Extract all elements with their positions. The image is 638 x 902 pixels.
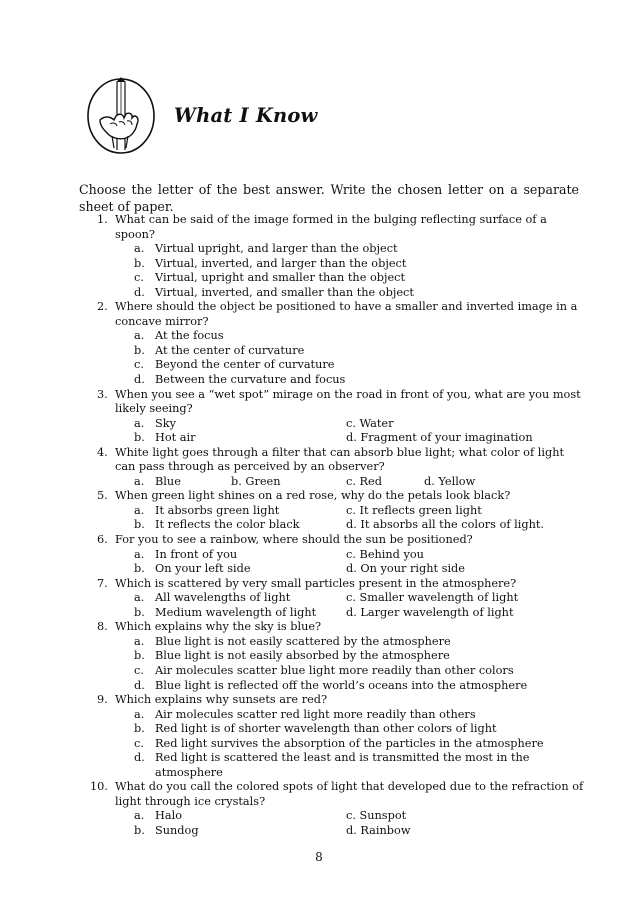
option-letter: a. bbox=[134, 547, 145, 561]
option-text: Virtual, inverted, and smaller than the object bbox=[155, 285, 414, 299]
option bbox=[346, 518, 558, 533]
instructions: Choose the letter of the best answer. Write the chosen letter on a separate sheet of paper. bbox=[79, 182, 579, 214]
option-text: Yellow bbox=[438, 474, 476, 488]
option bbox=[346, 824, 558, 839]
option bbox=[134, 824, 346, 839]
option-row bbox=[134, 591, 587, 606]
option-text: Hot air bbox=[155, 431, 196, 445]
question bbox=[97, 533, 587, 548]
option bbox=[424, 475, 475, 490]
option-letter: c. bbox=[346, 416, 356, 430]
option-letter: b. bbox=[134, 649, 145, 663]
question-number: 7. bbox=[97, 576, 108, 590]
option bbox=[134, 242, 587, 257]
option-text: Fragment of your imagination bbox=[360, 431, 533, 445]
option-text: Red bbox=[359, 474, 382, 488]
hand-with-pencil-icon bbox=[86, 76, 156, 156]
option bbox=[346, 431, 558, 446]
question-text: Where should the object be positioned to have a smaller and inverted image in a concave mirror? bbox=[115, 300, 578, 328]
question-text: Which explains why the sky is blue? bbox=[115, 620, 322, 634]
option-text: Sky bbox=[155, 416, 176, 430]
question-number: 10. bbox=[90, 780, 108, 794]
option bbox=[134, 751, 587, 780]
option bbox=[134, 664, 587, 679]
option-letter: c. bbox=[346, 474, 356, 488]
option bbox=[134, 606, 346, 621]
option-letter: a. bbox=[134, 707, 145, 721]
question-number: 6. bbox=[97, 533, 108, 547]
question bbox=[97, 693, 587, 708]
option bbox=[134, 518, 346, 533]
option-letter: b. bbox=[134, 431, 145, 445]
option-letter: a. bbox=[134, 634, 145, 648]
question-number: 9. bbox=[97, 693, 108, 707]
option-text: At the center of curvature bbox=[155, 343, 305, 357]
question bbox=[97, 388, 587, 417]
question-text: White light goes through a filter that can absorb blue light; what color of light can pass through as perceived by an observer? bbox=[115, 445, 565, 474]
option-letter: c. bbox=[346, 503, 356, 517]
option-text: Smaller wavelength of light bbox=[359, 591, 519, 605]
option-letter: b. bbox=[231, 474, 242, 488]
section-header bbox=[86, 76, 386, 160]
option bbox=[134, 737, 587, 752]
option-row bbox=[134, 606, 587, 621]
question-number: 2. bbox=[97, 300, 108, 314]
option-letter: c. bbox=[134, 736, 144, 750]
question bbox=[97, 489, 587, 504]
option-text: Between the curvature and focus bbox=[155, 373, 346, 387]
option-letter: c. bbox=[346, 547, 356, 561]
option bbox=[346, 548, 558, 563]
question-number: 4. bbox=[97, 445, 108, 459]
option-row bbox=[134, 475, 587, 490]
option bbox=[134, 344, 587, 359]
question-number: 5. bbox=[97, 489, 108, 503]
section-title: What I Know bbox=[174, 104, 318, 127]
question-number: 1. bbox=[97, 213, 108, 226]
option-letter: d. bbox=[346, 562, 357, 576]
option-text: Red light is of shorter wavelength than other colors of light bbox=[155, 722, 497, 736]
option-list bbox=[134, 329, 587, 387]
option bbox=[346, 475, 424, 490]
option-letter: b. bbox=[134, 823, 145, 837]
question-text: Which explains why sunsets are red? bbox=[115, 693, 328, 707]
option-row bbox=[134, 562, 587, 577]
option bbox=[134, 286, 587, 301]
question-text: When you see a “wet spot” mirage on the road in front of you, what are you most likely seeing? bbox=[115, 387, 581, 416]
option bbox=[134, 562, 346, 577]
option-letter: d. bbox=[346, 823, 357, 837]
option bbox=[346, 562, 558, 577]
option-letter: a. bbox=[134, 591, 145, 605]
option-letter: a. bbox=[134, 809, 145, 823]
option-text: Virtual upright, and larger than the object bbox=[155, 242, 398, 256]
option bbox=[134, 475, 231, 490]
option-text: Red light survives the absorption of the particles in the atmosphere bbox=[155, 736, 544, 750]
option-text: On your right side bbox=[360, 562, 465, 576]
option-row bbox=[134, 824, 587, 839]
option-text: Rainbow bbox=[360, 823, 411, 837]
option-text: Beyond the center of curvature bbox=[155, 358, 335, 372]
option-text: Virtual, upright and smaller than the object bbox=[155, 271, 406, 285]
option-letter: d. bbox=[346, 518, 357, 532]
option-text: Blue bbox=[155, 474, 181, 488]
option-letter: d. bbox=[346, 431, 357, 445]
option-letter: d. bbox=[134, 751, 145, 765]
question-number: 8. bbox=[97, 620, 108, 634]
question-text: When green light shines on a red rose, why do the petals look black? bbox=[115, 489, 511, 503]
option-text: Sunspot bbox=[359, 809, 407, 823]
question-text: What do you call the colored spots of light that developed due to the refraction of light through ice crystals? bbox=[115, 780, 584, 808]
option bbox=[134, 373, 587, 388]
option-row bbox=[134, 518, 587, 533]
option-letter: b. bbox=[134, 722, 145, 736]
option-text: All wavelengths of light bbox=[155, 591, 291, 605]
option-letter: a. bbox=[134, 329, 145, 343]
option bbox=[134, 591, 346, 606]
question-list bbox=[90, 213, 587, 839]
option bbox=[346, 809, 558, 824]
option bbox=[346, 606, 558, 621]
option-text: Air molecules scatter blue light more readily than other colors bbox=[155, 663, 514, 677]
option-letter: a. bbox=[134, 503, 145, 517]
option-row bbox=[134, 504, 587, 519]
option bbox=[134, 649, 587, 664]
option bbox=[231, 475, 346, 490]
option bbox=[346, 417, 558, 432]
option-letter: d. bbox=[424, 474, 435, 488]
option-letter: b. bbox=[134, 256, 145, 270]
option-letter: a. bbox=[134, 474, 145, 488]
option bbox=[134, 257, 587, 272]
option-letter: c. bbox=[134, 271, 144, 285]
question-text: What can be said of the image formed in the bulging reflecting surface of a spoon? bbox=[115, 213, 547, 241]
option-text: It reflects the color black bbox=[155, 518, 300, 532]
option-text: On your left side bbox=[155, 562, 251, 576]
option-text: It absorbs all the colors of light. bbox=[360, 518, 545, 532]
option bbox=[134, 722, 587, 737]
page-number: 8 bbox=[315, 850, 323, 864]
option-row bbox=[134, 417, 587, 432]
option bbox=[134, 504, 346, 519]
option-text: Red light is scattered the least and is transmitted the most in the atmosphere bbox=[155, 751, 530, 779]
option-text: Behind you bbox=[359, 547, 424, 561]
option-text: Green bbox=[245, 474, 281, 488]
option bbox=[346, 591, 558, 606]
option-text: Virtual, inverted, and larger than the object bbox=[155, 256, 407, 270]
option-letter: d. bbox=[346, 605, 357, 619]
option-letter: b. bbox=[134, 605, 145, 619]
option-letter: d. bbox=[134, 678, 145, 692]
option-letter: b. bbox=[134, 343, 145, 357]
question bbox=[90, 780, 587, 809]
option bbox=[134, 329, 587, 344]
option-text: Blue light is reflected off the world’s oceans into the atmosphere bbox=[155, 678, 528, 692]
option-text: Water bbox=[359, 416, 394, 430]
option-list bbox=[134, 635, 587, 693]
option-letter: b. bbox=[134, 518, 145, 532]
option-row bbox=[134, 548, 587, 563]
question bbox=[97, 213, 587, 242]
option bbox=[134, 417, 346, 432]
question bbox=[97, 446, 587, 475]
question-text: For you to see a rainbow, where should the sun be positioned? bbox=[115, 533, 473, 547]
option-text: Medium wavelength of light bbox=[155, 605, 317, 619]
option-list bbox=[134, 242, 587, 300]
option-list bbox=[134, 708, 587, 781]
question bbox=[97, 577, 587, 592]
option bbox=[134, 358, 587, 373]
option-text: Blue light is not easily scattered by the atmosphere bbox=[155, 634, 451, 648]
option-text: Air molecules scatter red light more readily than others bbox=[155, 707, 476, 721]
option-text: It reflects green light bbox=[359, 503, 482, 517]
option-row bbox=[134, 809, 587, 824]
question-number: 3. bbox=[97, 387, 108, 401]
option-text: Sundog bbox=[155, 823, 199, 837]
option bbox=[134, 271, 587, 286]
option bbox=[134, 431, 346, 446]
option-letter: a. bbox=[134, 416, 145, 430]
question bbox=[97, 620, 587, 635]
option-letter: c. bbox=[346, 809, 356, 823]
option bbox=[346, 504, 558, 519]
option bbox=[134, 708, 587, 723]
option-letter: c. bbox=[346, 591, 356, 605]
option bbox=[134, 809, 346, 824]
option-text: Blue light is not easily absorbed by the atmosphere bbox=[155, 649, 450, 663]
option-letter: c. bbox=[134, 663, 144, 677]
option-text: Halo bbox=[155, 809, 183, 823]
option-text: In front of you bbox=[155, 547, 238, 561]
option bbox=[134, 679, 587, 694]
option-letter: b. bbox=[134, 562, 145, 576]
option-text: It absorbs green light bbox=[155, 503, 280, 517]
option-text: Larger wavelength of light bbox=[360, 605, 514, 619]
question bbox=[97, 300, 587, 329]
option bbox=[134, 635, 587, 650]
question-text: Which is scattered by very small particles present in the atmosphere? bbox=[115, 576, 517, 590]
option-letter: a. bbox=[134, 242, 145, 256]
option-row bbox=[134, 431, 587, 446]
option-letter: d. bbox=[134, 285, 145, 299]
option-letter: d. bbox=[134, 373, 145, 387]
option-text: At the focus bbox=[155, 329, 224, 343]
option-letter: c. bbox=[134, 358, 144, 372]
option bbox=[134, 548, 346, 563]
